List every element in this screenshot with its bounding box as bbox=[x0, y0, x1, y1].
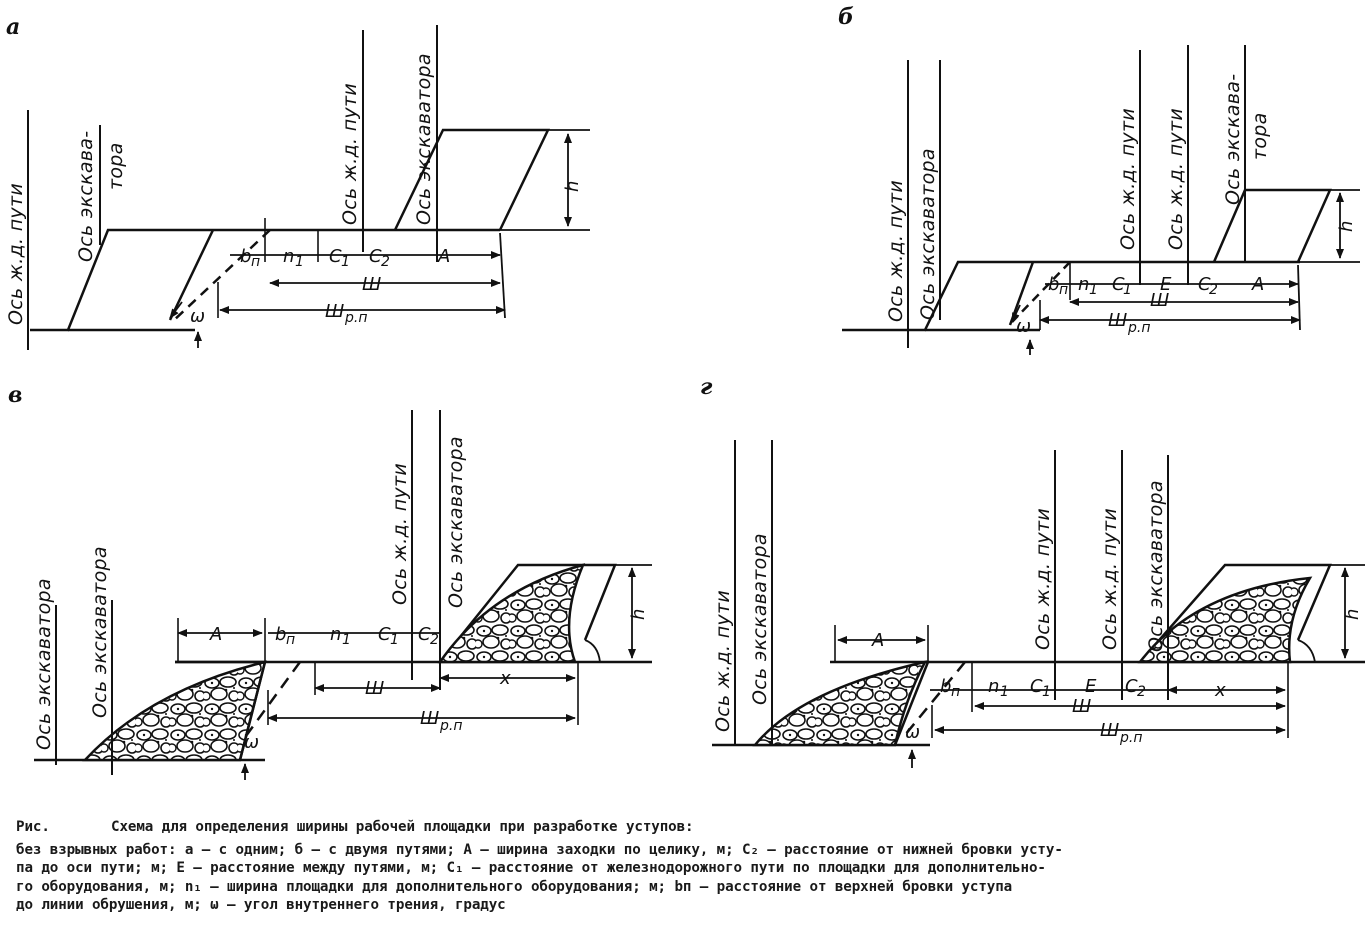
caption-title-line bbox=[16, 818, 1361, 837]
dim-C2-sub: 2 bbox=[381, 254, 390, 270]
dim-C2-sub: 2 bbox=[1209, 282, 1218, 298]
dim-C2: C bbox=[1125, 676, 1138, 697]
dim-Shrp-sub: р.п bbox=[440, 718, 463, 734]
caption-label: Рис. bbox=[16, 819, 50, 835]
dim-Shrp-sub: р.п bbox=[1120, 730, 1143, 746]
dim-x: x bbox=[500, 668, 511, 689]
dim-omega: ω bbox=[244, 732, 260, 753]
dim-omega: ω bbox=[1016, 316, 1032, 337]
dim-Shrp: Ш bbox=[1108, 310, 1128, 331]
dim-A: A bbox=[1252, 274, 1265, 295]
dim-E: E bbox=[1085, 676, 1097, 697]
dim-n1-sub: 1 bbox=[1089, 282, 1098, 298]
dim-bn-sub: п bbox=[951, 684, 961, 700]
dim-A: A bbox=[438, 246, 451, 267]
dim-Sh: Ш bbox=[1150, 290, 1170, 311]
caption-line-4: до линии обрушения, м; ω — угол внутреннего трения, градус bbox=[16, 897, 506, 914]
figure-caption bbox=[16, 818, 1361, 915]
axis-label-excavator-right: Ось экскаватора bbox=[1145, 480, 1167, 652]
friction-line bbox=[172, 230, 270, 322]
dim-Shrp: Ш bbox=[420, 708, 440, 729]
dim-C1-sub: 1 bbox=[341, 254, 350, 270]
axis-label-excavator-left: Ось экскаватора bbox=[917, 148, 939, 320]
caption-line-3: го оборудования, м; n₁ — ширина площадки для дополнительного оборудования; м; bп — расстояние от верхней бровки уступа bbox=[16, 878, 1013, 895]
axis-label-rail-left: Ось ж.д. пути bbox=[5, 183, 27, 325]
dim-C2: C bbox=[1198, 274, 1211, 295]
dim-omega: ω bbox=[190, 306, 206, 327]
axis-label-excavator-left: Ось экскаватора bbox=[749, 533, 771, 705]
axis-label-rail-mid-2: Ось ж.д. пути bbox=[1165, 108, 1187, 250]
dim-Shrp-sub: р.п bbox=[1128, 320, 1151, 336]
panel-g-letter: г bbox=[700, 374, 713, 400]
dim-bn: b bbox=[275, 624, 287, 645]
caption-title: Схема для определения ширины рабочей площадки при разработке уступов: bbox=[111, 819, 694, 835]
dim-C1-sub: 1 bbox=[1123, 282, 1132, 298]
dim-h: h bbox=[1336, 220, 1357, 232]
dim-C2-sub: 2 bbox=[430, 632, 439, 648]
dim-h: h bbox=[628, 608, 649, 620]
dim-C1: C bbox=[1030, 676, 1043, 697]
axis-label-excavator-right: Ось экскаватора bbox=[413, 53, 435, 225]
dim-Sh: Ш bbox=[365, 678, 385, 699]
dim-h: h bbox=[562, 180, 583, 192]
axis-label-excavator-left: Ось экскаватора bbox=[89, 546, 111, 718]
dim-C2: C bbox=[418, 624, 431, 645]
axis-label-excavator-left-1: Ось экскава- bbox=[75, 130, 97, 262]
dim-bn-sub: п bbox=[251, 254, 261, 270]
dim-bn: b bbox=[1048, 274, 1060, 295]
dim-n1-sub: 1 bbox=[342, 632, 351, 648]
dim-bn-sub: п bbox=[286, 632, 296, 648]
dim-Sh: Ш bbox=[1072, 696, 1092, 717]
panel-b-labels bbox=[885, 74, 1357, 337]
caption-line-2: па до оси пути; м; E — расстояние между путями, м; C₁ — расстояние от железнодорожного пути по площадки для дополнительно- bbox=[16, 860, 1046, 877]
dim-n1: n bbox=[988, 676, 1000, 697]
panel-v-letter: в bbox=[8, 382, 23, 408]
axis-label-rail-left: Ось ж.д. пути bbox=[885, 180, 907, 322]
dim-bn: b bbox=[940, 676, 952, 697]
dim-C1-sub: 1 bbox=[1042, 684, 1051, 700]
dim-C1: C bbox=[378, 624, 391, 645]
dim-C2-sub: 2 bbox=[1137, 684, 1146, 700]
axis-label-excavator-right-2: тора bbox=[1249, 112, 1271, 160]
axis-label-rail-mid-1: Ось ж.д. пути bbox=[1032, 508, 1054, 650]
axis-label-rail: Ось ж.д. пути bbox=[389, 463, 411, 605]
axis-label-rail-mid-1: Ось ж.д. пути bbox=[1117, 108, 1139, 250]
dim-Sh: Ш bbox=[362, 274, 382, 295]
panel-a-letter: а bbox=[6, 14, 21, 40]
axis-label-excavator-left-2: тора bbox=[105, 142, 127, 190]
dim-n1: n bbox=[330, 624, 342, 645]
dim-n1-sub: 1 bbox=[295, 254, 304, 270]
dim-Shrp-sub: р.п bbox=[345, 310, 368, 326]
panel-a-labels bbox=[5, 53, 583, 327]
dim-n1: n bbox=[1078, 274, 1090, 295]
dim-A: A bbox=[872, 630, 885, 651]
dim-C2: C bbox=[369, 246, 382, 267]
dim-Shrp: Ш bbox=[1100, 720, 1120, 741]
dim-A: A bbox=[210, 624, 223, 645]
dim-n1-sub: 1 bbox=[1000, 684, 1009, 700]
dim-omega: ω bbox=[905, 722, 921, 743]
dim-bn-sub: п bbox=[1059, 282, 1069, 298]
dim-Shrp: Ш bbox=[325, 301, 345, 322]
axis-label-excavator-far-left: Ось экскаватора bbox=[33, 578, 55, 750]
dim-x: x bbox=[1215, 680, 1226, 701]
caption-line-1: без взрывных работ: а — с одним; б — с двумя путями; А — ширина заходки по целику, м; C₂ — расстояние от нижней бровки усту- bbox=[16, 841, 1063, 858]
axis-label-rail-mid: Ось ж.д. пути bbox=[339, 83, 361, 225]
axis-label-rail-left: Ось ж.д. пути bbox=[712, 590, 734, 732]
dim-bn: b bbox=[240, 246, 252, 267]
dim-h: h bbox=[1342, 608, 1363, 620]
axis-label-excavator-right-1: Ось экскава- bbox=[1222, 73, 1244, 205]
axis-label-excavator-right: Ось экскаватора bbox=[445, 436, 467, 608]
dim-E: E bbox=[1160, 274, 1172, 295]
axis-label-rail-mid-2: Ось ж.д. пути bbox=[1099, 508, 1121, 650]
dim-C1: C bbox=[1112, 274, 1125, 295]
dim-C1: C bbox=[329, 246, 342, 267]
panel-b-letter: б bbox=[838, 4, 854, 30]
dim-C1-sub: 1 bbox=[390, 632, 399, 648]
dim-n1: n bbox=[283, 246, 295, 267]
